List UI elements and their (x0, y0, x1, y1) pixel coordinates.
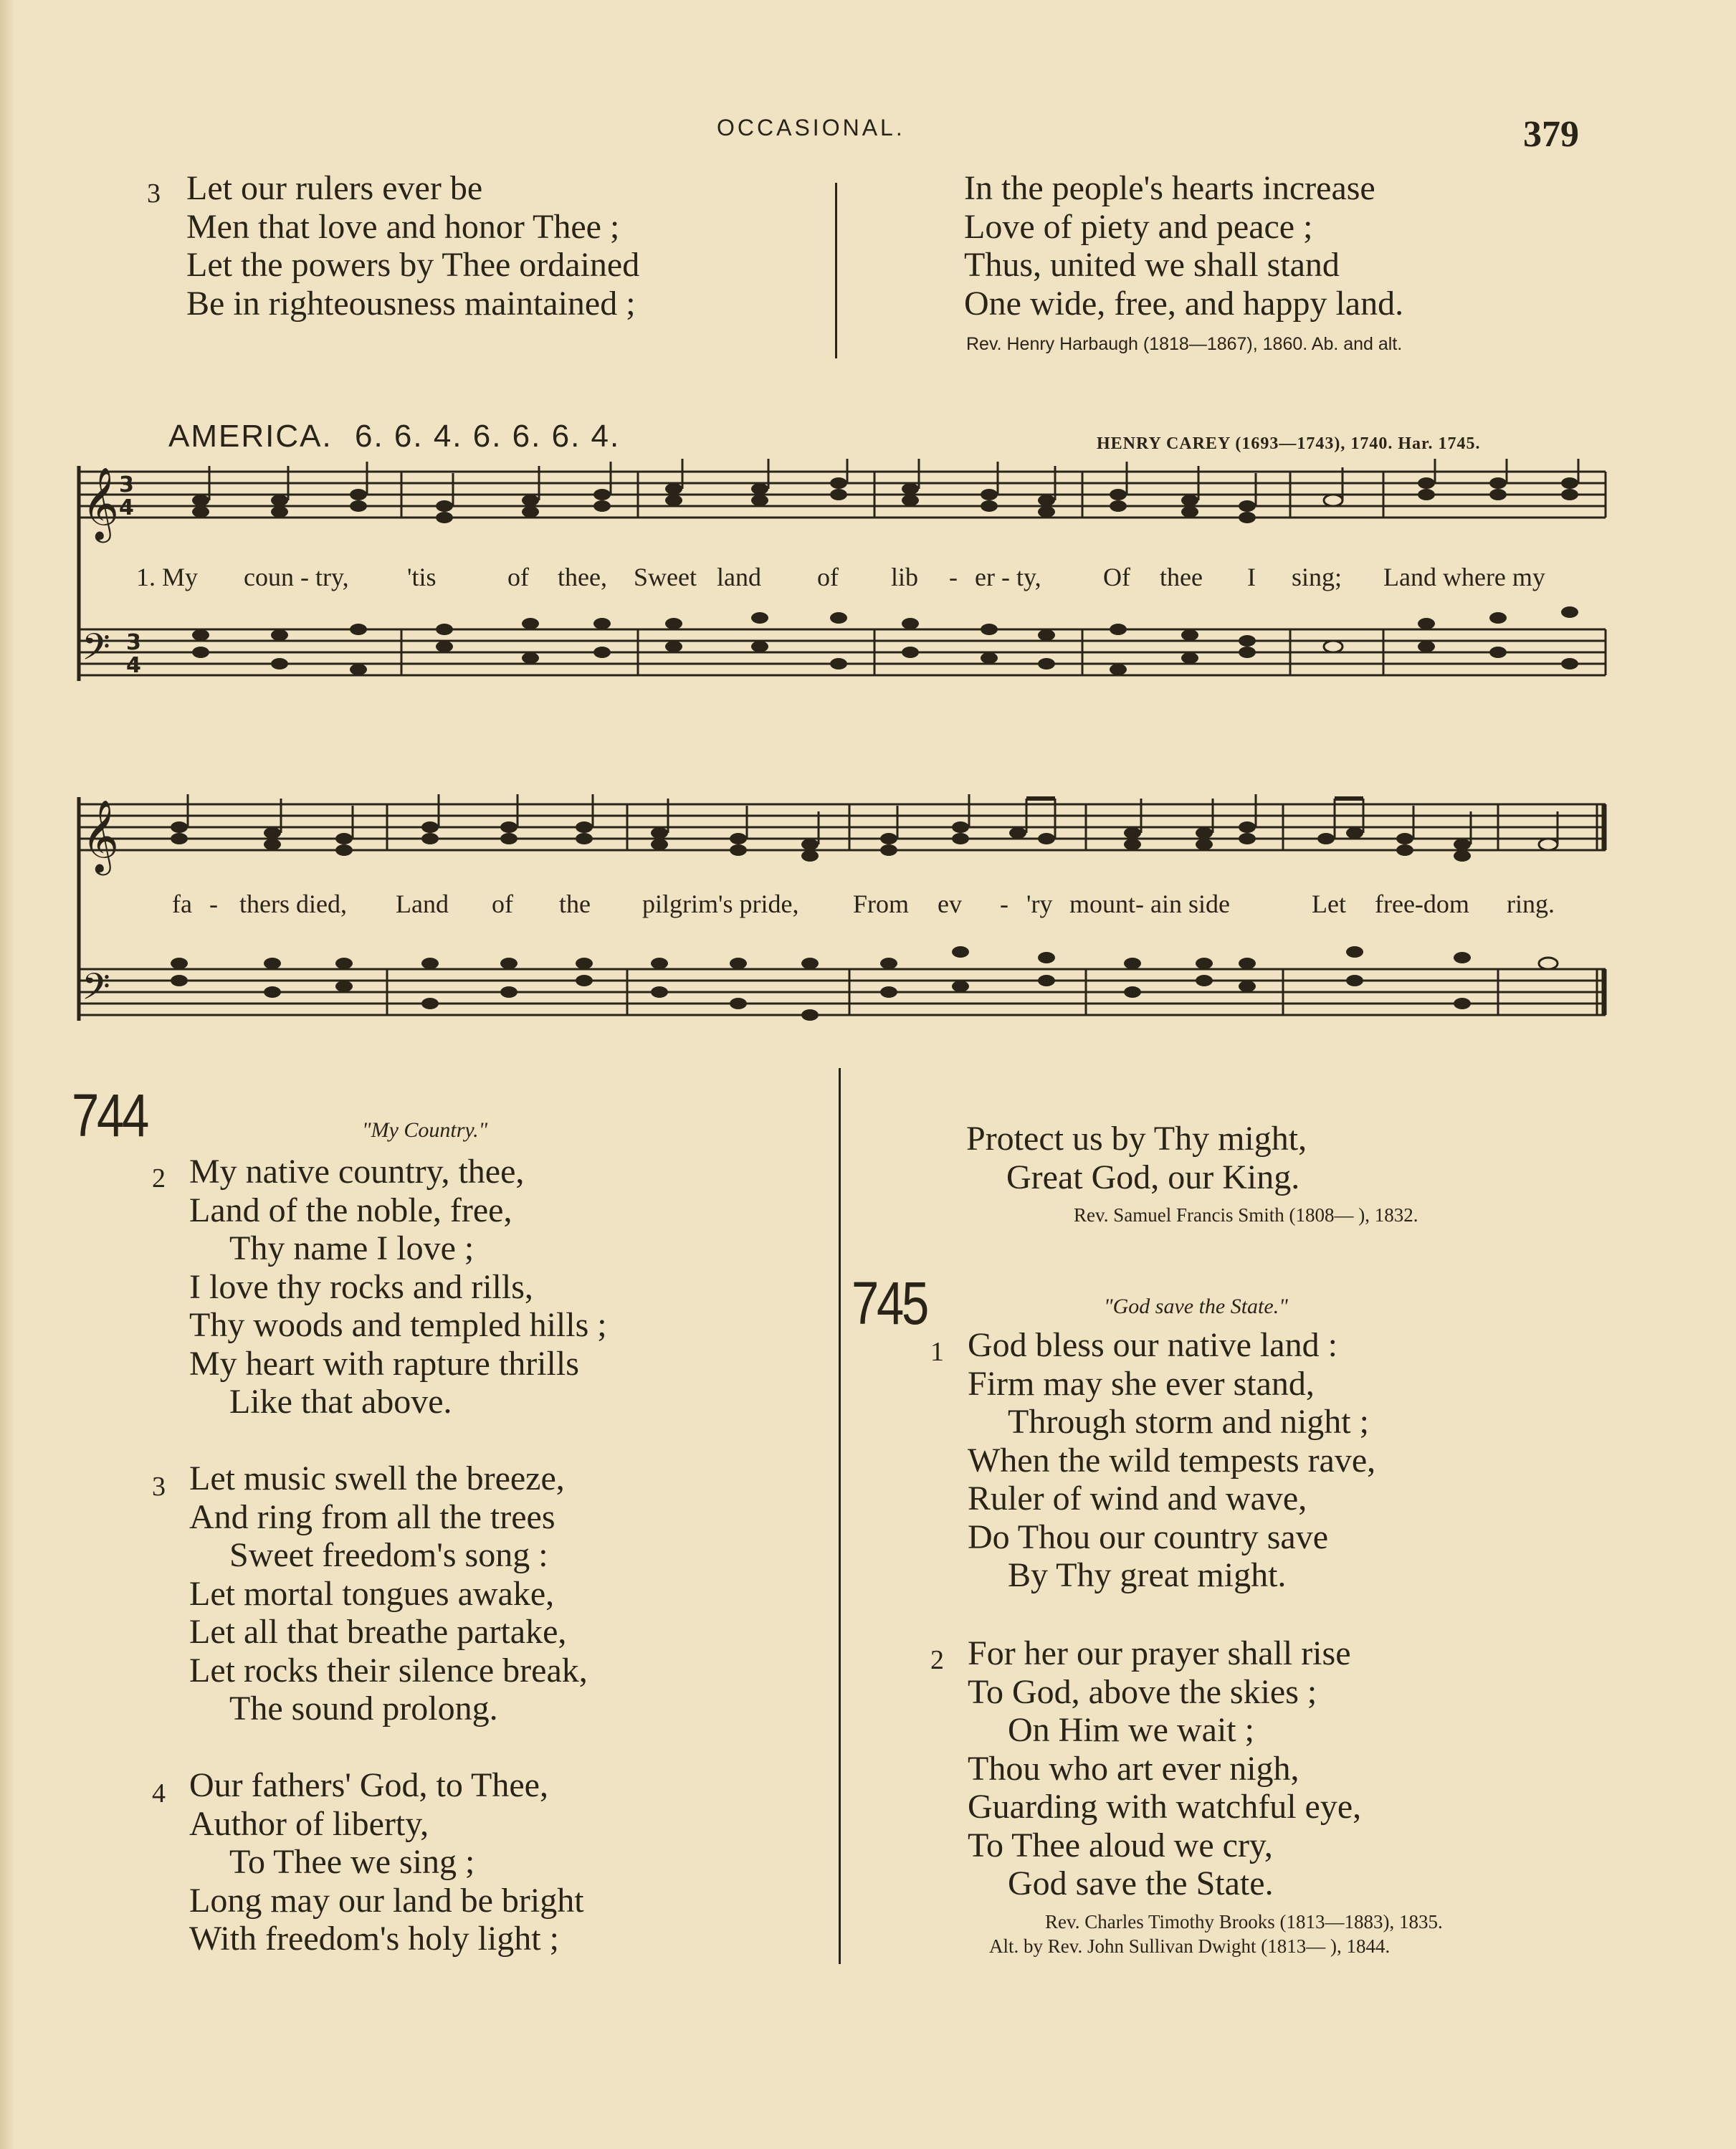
verse-line: Let all that breathe partake, (189, 1613, 567, 1651)
lyric-syllable: of (492, 890, 513, 918)
lyric-syllable: land (717, 563, 761, 591)
verse-line: In the people's hearts increase (964, 169, 1375, 207)
stanza-number: 2 (152, 1163, 166, 1193)
verse-line: Long may our land be bright (189, 1881, 584, 1920)
verse-line: My native country, thee, (189, 1153, 525, 1191)
composer-credit: HENRY CAREY (1693—1743), 1740. Har. 1745. (1097, 434, 1481, 453)
lyric-syllable: of (817, 563, 839, 591)
page-edge (0, 0, 14, 2149)
lyric-syllable: Land (396, 890, 449, 918)
verse-line: On Him we wait ; (1008, 1711, 1254, 1749)
stanza-number: 4 (152, 1778, 166, 1809)
lyric-syllable: fa (172, 890, 192, 918)
verse-line: Protect us by Thy might, (966, 1120, 1307, 1158)
svg-text:3: 3 (119, 472, 134, 497)
verse-line: Great God, our King. (1006, 1158, 1300, 1196)
verse-line: Guarding with watchful eye, (968, 1788, 1362, 1826)
stanza-number: 3 (147, 178, 161, 209)
stanza-number: 3 (152, 1472, 166, 1502)
verse-line: And ring from all the trees (189, 1497, 555, 1536)
verse-line: Land of the noble, free, (189, 1191, 512, 1229)
attribution: Rev. Henry Harbaugh (1818—1867), 1860. Ab. and alt. (966, 334, 1403, 354)
verse-line: Thus, united we shall stand (964, 246, 1340, 284)
lyric-syllable: I (1247, 563, 1256, 591)
verse-line: Ruler of wind and wave, (968, 1479, 1307, 1517)
verse-line: Let our rulers ever be (186, 169, 483, 207)
lyric-syllable: thers died, (239, 890, 347, 918)
verse-line: God save the State. (1008, 1864, 1274, 1902)
verse-line: Our fathers' God, to Thee, (189, 1766, 548, 1804)
verse-line: God bless our native land : (968, 1326, 1337, 1364)
tune-name: AMERICA. (168, 419, 333, 454)
lyric-syllable: of (507, 563, 529, 591)
attribution: Rev. Charles Timothy Brooks (1813—1883), 1835. (1045, 1911, 1443, 1933)
svg-text:𝄢: 𝄢 (82, 625, 110, 677)
lyric-syllable: free-dom (1375, 890, 1469, 918)
verse-line: Thy woods and templed hills ; (189, 1306, 607, 1344)
svg-text:𝄞: 𝄞 (82, 799, 120, 872)
verse-line: Let music swell the breeze, (189, 1459, 565, 1497)
lyric-syllable: mount- ain side (1069, 890, 1230, 918)
verse-line: Men that love and honor Thee ; (186, 207, 620, 246)
running-header: OCCASIONAL. (717, 115, 905, 140)
lyric-syllable: 1. My (136, 563, 199, 591)
hymn-title: "My Country." (362, 1118, 488, 1142)
column-divider (839, 1068, 841, 1964)
lyric-syllable: Sweet (634, 563, 697, 591)
hymn-title: "God save the State." (1104, 1295, 1288, 1318)
verse-line: Sweet freedom's song : (229, 1536, 548, 1574)
verse-line: Let rocks their silence break, (189, 1651, 588, 1690)
lyric-syllable: Let (1312, 890, 1346, 918)
verse-line: Through storm and night ; (1008, 1403, 1369, 1441)
verse-line: For her our prayer shall rise (968, 1634, 1351, 1672)
svg-text:𝄞: 𝄞 (82, 466, 120, 540)
lyric-syllable: lib (891, 563, 919, 591)
lyric-syllable: - (949, 563, 958, 591)
stanza (968, 1326, 1375, 1595)
verse-line: Let mortal tongues awake, (189, 1574, 555, 1613)
lyric-syllable: 'tis (407, 563, 437, 591)
verse-line: With freedom's holy light ; (189, 1920, 559, 1958)
verse-line: I love thy rocks and rills, (189, 1267, 533, 1306)
lyric-syllable: thee (1160, 563, 1203, 591)
svg-text:3: 3 (126, 630, 141, 655)
tune-meter: 6. 6. 4. 6. 6. 6. 4. (355, 419, 621, 454)
hymn-number: 745 (852, 1269, 927, 1337)
lyric-syllable: sing; (1292, 563, 1342, 591)
lyric-syllable: the (559, 890, 591, 918)
verse-line: Thy name I love ; (229, 1229, 474, 1267)
lyric-syllable: - (209, 890, 218, 918)
verse-line: Love of piety and peace ; (964, 207, 1313, 246)
lyric-syllable: Of (1103, 563, 1130, 591)
stanza (189, 1766, 584, 1958)
hymn-number: 744 (72, 1082, 148, 1149)
verse-line: The sound prolong. (229, 1690, 498, 1728)
verse-line: By Thy great might. (1008, 1556, 1287, 1594)
verse-line: To Thee we sing ; (229, 1843, 475, 1881)
stanza (968, 1634, 1361, 1903)
stanza (189, 1459, 588, 1728)
verse-line: Thou who art ever nigh, (968, 1749, 1299, 1788)
lyric-syllable: - (1000, 890, 1008, 918)
verse-line: When the wild tempests rave, (968, 1441, 1376, 1479)
stanza-number: 1 (930, 1337, 944, 1367)
svg-text:4: 4 (119, 495, 134, 520)
lyric-syllable: 'ry (1026, 890, 1053, 918)
svg-text:𝄢: 𝄢 (82, 965, 110, 1017)
lyric-syllable: ring. (1507, 890, 1555, 918)
attribution: Alt. by Rev. John Sullivan Dwight (1813— ), 1844. (989, 1935, 1391, 1957)
stanza-number: 2 (930, 1645, 944, 1675)
verse-line: Firm may she ever stand, (968, 1364, 1315, 1403)
stanza-continuation (966, 1120, 1307, 1196)
lyric-syllable: From (853, 890, 910, 918)
lyric-syllable: Land where my (1383, 563, 1545, 591)
verse-line: Do Thou our country save (968, 1517, 1329, 1556)
verse-line: Like that above. (229, 1383, 452, 1421)
attribution: Rev. Samuel Francis Smith (1808— ), 1832. (1074, 1204, 1418, 1226)
column-divider (835, 183, 837, 358)
lyric-syllable: coun - try, (244, 563, 349, 591)
svg-text:4: 4 (126, 653, 141, 678)
lyric-syllable: pilgrim's pride, (642, 890, 799, 918)
page-number: 379 (1523, 114, 1579, 155)
lyric-syllable: er - ty, (975, 563, 1041, 591)
verse-line: To Thee aloud we cry, (968, 1826, 1273, 1864)
verse-line: To God, above the skies ; (968, 1672, 1317, 1711)
verse-line: One wide, free, and happy land. (964, 284, 1404, 323)
verse-line: My heart with rapture thrills (189, 1344, 579, 1383)
top-hymn-left-column (186, 169, 639, 323)
verse-line: Be in righteousness maintained ; (186, 284, 636, 323)
lyric-syllable: ev (938, 890, 962, 918)
stanza (189, 1153, 607, 1421)
verse-line: Let the powers by Thee ordained (186, 246, 640, 284)
verse-line: Author of liberty, (189, 1804, 429, 1843)
top-hymn-right-column (964, 169, 1403, 323)
lyric-syllable: thee, (558, 563, 607, 591)
